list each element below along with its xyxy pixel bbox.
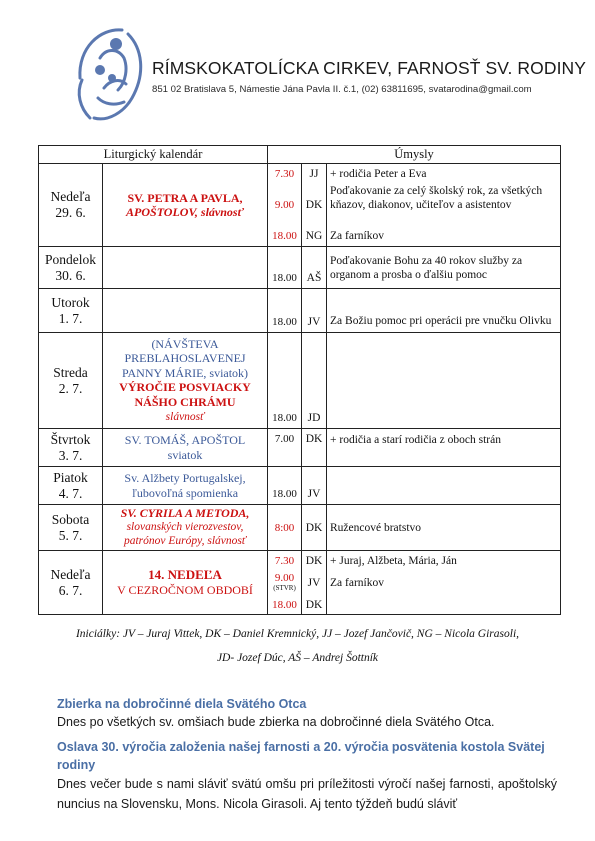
mass-time: 9.00 — [274, 199, 295, 211]
feast-line: Sv. Alžbety Portugalskej, — [124, 471, 246, 485]
mass-time: 18.00 — [268, 333, 302, 429]
day-name: Pondelok — [44, 251, 96, 267]
mass-time: 8:00 — [274, 521, 295, 534]
feast-line: slovanských vierozvestov, — [126, 521, 244, 533]
day-name: Streda — [53, 364, 88, 380]
liturgical-calendar-table — [38, 145, 561, 615]
feast-cell — [103, 551, 268, 615]
feast-line: ľubovoľná spomienka — [131, 485, 239, 500]
celebrant-initials: JV — [307, 576, 321, 589]
day-name: Sobota — [51, 511, 90, 527]
intention-cell — [327, 551, 561, 615]
day-name: Utorok — [51, 294, 90, 310]
intention-text: + rodičia a starí rodičia z oboch strán — [327, 429, 561, 467]
day-cell — [39, 467, 103, 505]
day-name: Nedeľa — [50, 189, 91, 204]
table-header-row — [39, 146, 561, 164]
initials-cell — [302, 551, 327, 615]
parish-address: 851 02 Bratislava 5, Námestie Jána Pavla II. č.1, (02) 63811695, svatarodina@gmail.com — [152, 84, 532, 95]
announcement-title: Zbierka na dobročinné diela Svätého Otca — [57, 697, 307, 711]
intention-text: Za farníkov — [330, 576, 384, 589]
day-date: 4. 7. — [58, 485, 83, 501]
celebrant-initials: DK — [305, 598, 323, 611]
letterhead — [0, 0, 595, 140]
time-cell — [268, 505, 302, 551]
intention-text — [327, 333, 561, 429]
feast-cell — [103, 467, 268, 505]
parish-name: RÍMSKOKATOLÍCKA CIRKEV, FARNOSŤ SV. RODINY — [152, 58, 587, 78]
mass-time: 7.30 — [274, 554, 295, 567]
initials-cell — [302, 164, 327, 247]
table-row — [39, 505, 561, 551]
table-row — [39, 429, 561, 467]
table-row — [39, 467, 561, 505]
feast-cell — [103, 289, 268, 333]
initials-legend-line: JD- Jozef Dúc, AŠ – Andrej Šottník — [216, 652, 379, 664]
day-name: Štvrtok — [50, 431, 91, 447]
celebrant-initials: JD — [302, 333, 327, 429]
feast-line: 14. NEDEĽA — [148, 567, 222, 582]
celebrant-initials: DK — [305, 554, 323, 567]
feast-line: APOŠTOLOV, slávnosť — [126, 205, 244, 219]
day-cell — [39, 164, 103, 247]
mass-time: 18.00 — [268, 247, 302, 289]
intention-text: Za Božiu pomoc pri operácii pre vnučku Olivku — [327, 289, 561, 333]
day-name: Piatok — [53, 469, 88, 485]
celebrant-initials: DK — [302, 505, 327, 551]
feast-line: PANNY MÁRIE, sviatok) — [121, 365, 249, 380]
broadcast-note: (STVR) — [273, 583, 296, 592]
day-cell — [39, 289, 103, 333]
table-row — [39, 164, 561, 247]
announcement-text: Dnes večer bude s nami sláviť svätú omšu pri príležitosti výročí našej farnosti, apoštolský nuncius na Slovensku, Mons. Nicola Girasoli. Aj tento týždeň budú sláviť — [57, 777, 557, 811]
day-date: 30. 6. — [55, 267, 86, 283]
feast-cell — [103, 429, 268, 467]
intention-text: + rodičia Peter a Eva — [330, 168, 427, 180]
time-cell — [268, 551, 302, 615]
feast-line: SV. PETRA A PAVLA, — [127, 190, 243, 205]
feast-line: SV. CYRILA A METODA, — [120, 506, 250, 520]
celebrant-initials: JV — [302, 467, 327, 505]
intention-text: Poďakovanie Bohu za 40 rokov služby za organom a prosba o ďalšiu pomoc — [327, 247, 561, 289]
feast-line: NÁŠHO CHRÁMU — [134, 394, 236, 409]
day-date: 3. 7. — [58, 447, 83, 463]
mass-time: 7.00 — [268, 429, 302, 467]
mass-time: 18.00 — [272, 598, 297, 611]
day-date: 29. 6. — [55, 205, 86, 220]
header-liturgical-calendar: Liturgický kalendár — [39, 146, 268, 164]
intention-text: + Juraj, Alžbeta, Mária, Ján — [330, 554, 457, 567]
celebrant-initials: DK — [305, 199, 323, 211]
announcement-text: Dnes po všetkých sv. omšiach bude zbierka na dobročinné diela Svätého Otca. — [57, 715, 495, 729]
intention-text — [327, 467, 561, 505]
holy-family-logo-icon — [70, 18, 155, 130]
announcement-title: Oslava 30. výročia založenia našej farnosti a 20. výročia posvätenia kostola Svätej rodiny — [57, 740, 545, 772]
mass-time: 18.00 — [272, 230, 297, 242]
mass-time: 18.00 — [268, 289, 302, 333]
mass-time-block — [268, 570, 301, 596]
feast-line: V CEZROČNOM OBDOBÍ — [117, 582, 253, 597]
feast-cell — [103, 333, 268, 429]
table-row — [39, 247, 561, 289]
day-date: 6. 7. — [58, 582, 83, 598]
intention-text: Poďakovanie za celý školský rok, za všetkých kňazov, diakonov, učiteľov a asistentov — [330, 185, 543, 211]
day-cell — [39, 247, 103, 289]
mass-time: 9.00 — [274, 571, 295, 584]
feast-cell — [103, 505, 268, 551]
feast-rank: slávnosť — [165, 411, 205, 423]
mass-time: 7.30 — [274, 168, 295, 180]
mass-time: 18.00 — [268, 467, 302, 505]
initials-legend-line: Iniciálky: JV – Juraj Vittek, DK – Daniel Kremnický, JJ – Jozef Jančovič, NG – Nicola Girasoli, — [75, 628, 520, 640]
day-cell — [39, 505, 103, 551]
day-cell — [39, 551, 103, 615]
feast-line: sviatok — [167, 447, 203, 462]
intention-text — [330, 596, 557, 614]
day-date: 5. 7. — [58, 527, 83, 543]
celebrant-initials: AŠ — [302, 247, 327, 289]
celebrant-initials: NG — [305, 230, 323, 242]
time-cell — [268, 164, 302, 247]
intention-text: Ružencové bratstvo — [327, 505, 561, 551]
feast-line: PREBLAHOSLAVENEJ — [124, 351, 246, 365]
table-row — [39, 289, 561, 333]
celebrant-initials: DK — [302, 429, 327, 467]
table-row — [39, 333, 561, 429]
day-date: 1. 7. — [58, 310, 83, 326]
table-row — [39, 551, 561, 615]
feast-line: patrónov Európy, slávnosť — [123, 535, 247, 547]
day-cell — [39, 429, 103, 467]
day-name: Nedeľa — [50, 566, 91, 582]
celebrant-initials: JV — [302, 289, 327, 333]
intention-text: Za farníkov — [330, 230, 384, 242]
feast-line: (NÁVŠTEVA — [151, 336, 219, 351]
feast-cell — [103, 247, 268, 289]
day-date: 2. 7. — [58, 380, 83, 396]
feast-line: SV. TOMÁŠ, APOŠTOL — [124, 433, 246, 447]
feast-line: VÝROČIE POSVIACKY — [119, 380, 251, 394]
celebrant-initials: JJ — [309, 168, 319, 180]
feast-cell — [103, 164, 268, 247]
header-intentions: Úmysly — [268, 146, 561, 164]
intention-cell — [327, 164, 561, 247]
day-cell — [39, 333, 103, 429]
